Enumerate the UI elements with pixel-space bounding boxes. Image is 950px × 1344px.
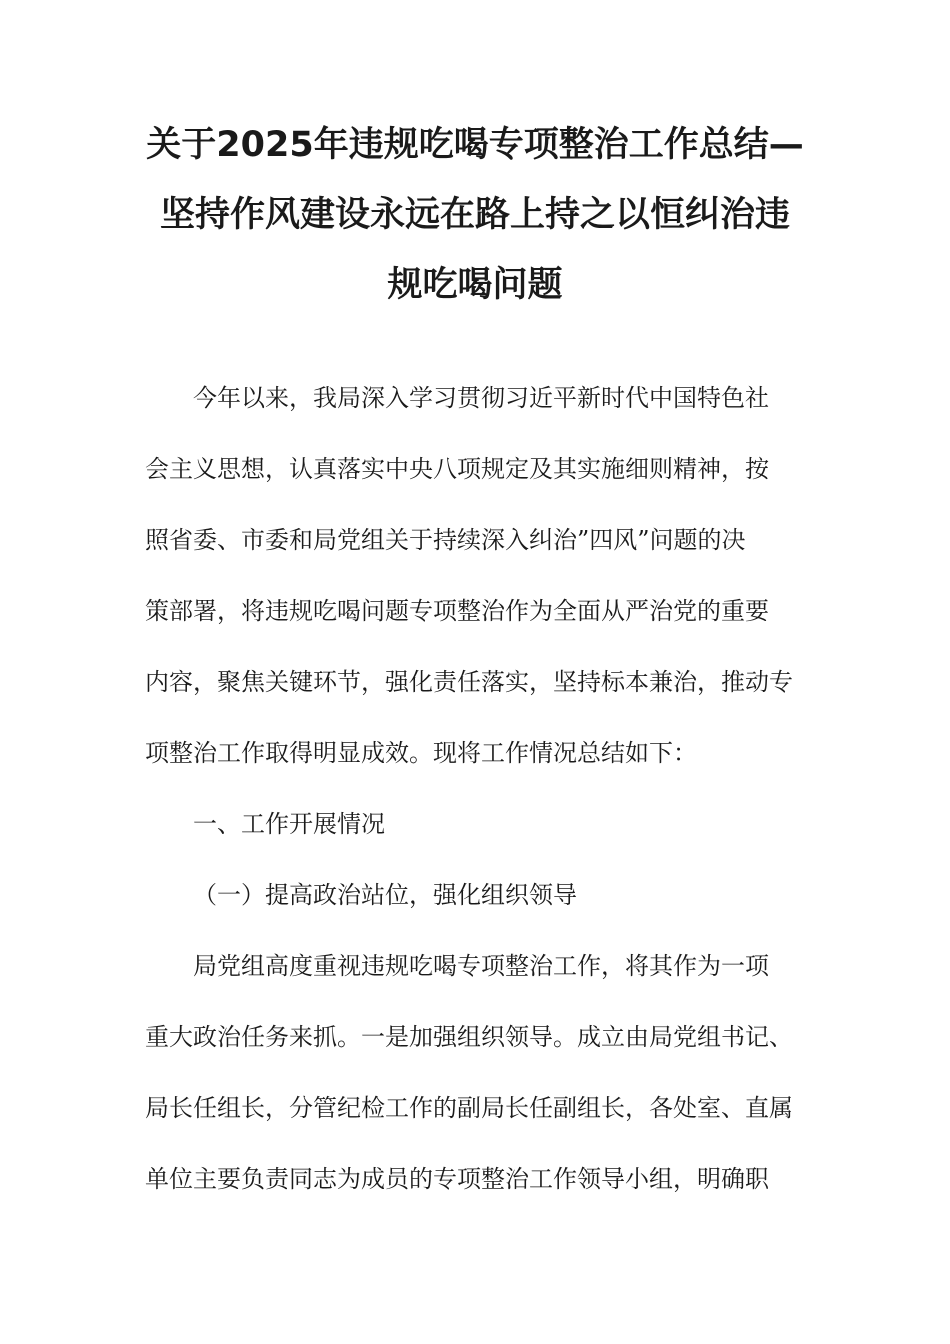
subsection-heading: （一）提高政治站位，强化组织领导 — [193, 881, 577, 909]
document-title — [140, 110, 810, 320]
body-line: 会主义思想，认真落实中央八项规定及其实施细则精神，按 — [145, 455, 769, 483]
body-line: 内容，聚焦关键环节，强化责任落实，坚持标本兼治，推动专 — [145, 668, 793, 696]
section-heading: 一、工作开展情况 — [193, 810, 385, 838]
title-line-2: 坚持作风建设永远在路上持之以恒纠治违 — [159, 195, 790, 235]
title-line-1: 关于2025年违规吃喝专项整治工作总结— — [146, 125, 804, 165]
body-line: 今年以来，我局深入学习贯彻习近平新时代中国特色社 — [193, 384, 769, 412]
body-line: 项整治工作取得明显成效。现将工作情况总结如下： — [145, 739, 697, 767]
body-line: 重大政治任务来抓。一是加强组织领导。成立由局党组书记、 — [145, 1023, 793, 1051]
body-line: 局党组高度重视违规吃喝专项整治工作，将其作为一项 — [193, 952, 769, 980]
body-line: 照省委、市委和局党组关于持续深入纠治”四风”问题的决 — [145, 526, 746, 554]
body-line: 策部署，将违规吃喝问题专项整治作为全面从严治党的重要 — [145, 597, 769, 625]
title-line-3: 规吃喝问题 — [387, 265, 563, 305]
body-line: 单位主要负责同志为成员的专项整治工作领导小组，明确职 — [145, 1165, 769, 1193]
body-line: 局长任组长，分管纪检工作的副局长任副组长，各处室、直属 — [145, 1094, 793, 1122]
